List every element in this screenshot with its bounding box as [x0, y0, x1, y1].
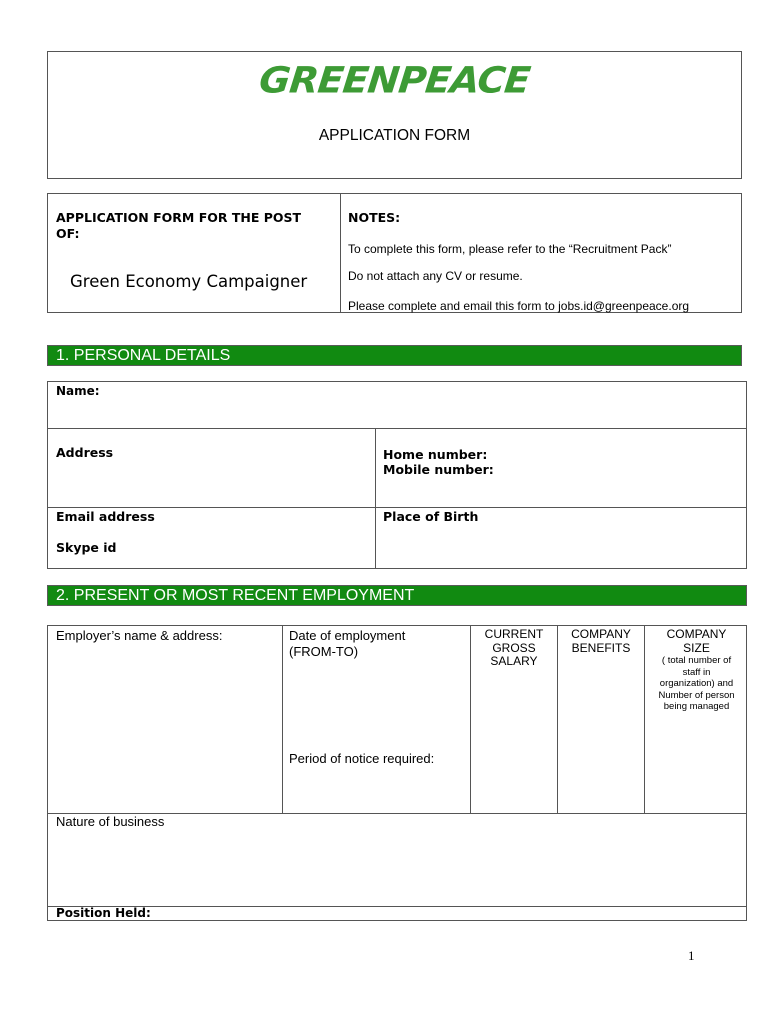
employment-date-range-label: (FROM-TO) — [289, 644, 359, 659]
home-number-field[interactable]: Home number: — [383, 447, 488, 462]
row-divider — [48, 906, 746, 907]
benefits-header-line: BENEFITS — [571, 640, 631, 655]
section-personal-details-header: 1. PERSONAL DETAILS — [47, 345, 742, 366]
position-held-field[interactable]: Position Held: — [56, 906, 151, 920]
name-field[interactable]: Name: — [56, 384, 100, 398]
company-size-header-line: COMPANY — [666, 627, 727, 641]
skype-field[interactable]: Skype id — [56, 540, 117, 555]
column-divider — [375, 428, 376, 568]
salary-header-line: SALARY — [490, 654, 538, 668]
benefits-header-line: COMPANY — [571, 627, 631, 641]
salary-header-line: CURRENT — [484, 627, 544, 641]
post-notes-box — [47, 193, 742, 313]
benefits-header[interactable] — [558, 628, 644, 655]
page-number: 1 — [688, 948, 695, 963]
company-size-header-line: SIZE — [683, 640, 710, 655]
column-divider — [282, 626, 283, 813]
header-box — [47, 51, 742, 179]
note-line: To complete this form, please refer to the “Recruitment Pack” — [348, 242, 672, 256]
email-field[interactable]: Email address — [56, 509, 155, 524]
place-of-birth-field[interactable]: Place of Birth — [383, 509, 479, 524]
company-size-note-line: Number of person — [658, 689, 735, 701]
row-divider — [48, 507, 746, 508]
row-divider — [48, 428, 746, 429]
employment-table — [47, 625, 747, 921]
note-line: Please complete and email this form to jobs.id@greenpeace.org — [348, 299, 690, 313]
employer-field[interactable]: Employer’s name & address: — [56, 628, 223, 643]
mobile-number-field[interactable]: Mobile number: — [383, 462, 494, 477]
post-notes-divider — [340, 194, 341, 312]
salary-header-line: GROSS — [492, 640, 536, 655]
personal-details-table — [47, 381, 747, 569]
company-size-note-line: ( total number of — [661, 655, 732, 666]
post-title: Green Economy Campaigner — [70, 272, 308, 291]
note-line: Do not attach any CV or resume. — [348, 269, 523, 283]
address-field[interactable]: Address — [56, 445, 114, 460]
company-size-note-line: being managed — [663, 701, 730, 712]
notice-period-field[interactable]: Period of notice required: — [289, 751, 435, 766]
salary-header[interactable] — [471, 628, 557, 669]
greenpeace-logo: GREENPEACE — [257, 59, 532, 101]
post-label: APPLICATION FORM FOR THE POST OF: — [56, 210, 302, 241]
section-employment-header: 2. PRESENT OR MOST RECENT EMPLOYMENT — [47, 585, 747, 606]
company-size-note — [645, 655, 748, 713]
form-title: APPLICATION FORM — [318, 127, 471, 144]
nature-of-business-field[interactable]: Nature of business — [56, 814, 165, 829]
notes-label: NOTES: — [348, 210, 401, 225]
company-size-note-line: staff in — [682, 666, 711, 678]
company-size-header[interactable] — [645, 628, 748, 655]
company-size-note-line: organization) and — [659, 678, 734, 689]
employment-date-label[interactable]: Date of employment — [289, 628, 406, 643]
